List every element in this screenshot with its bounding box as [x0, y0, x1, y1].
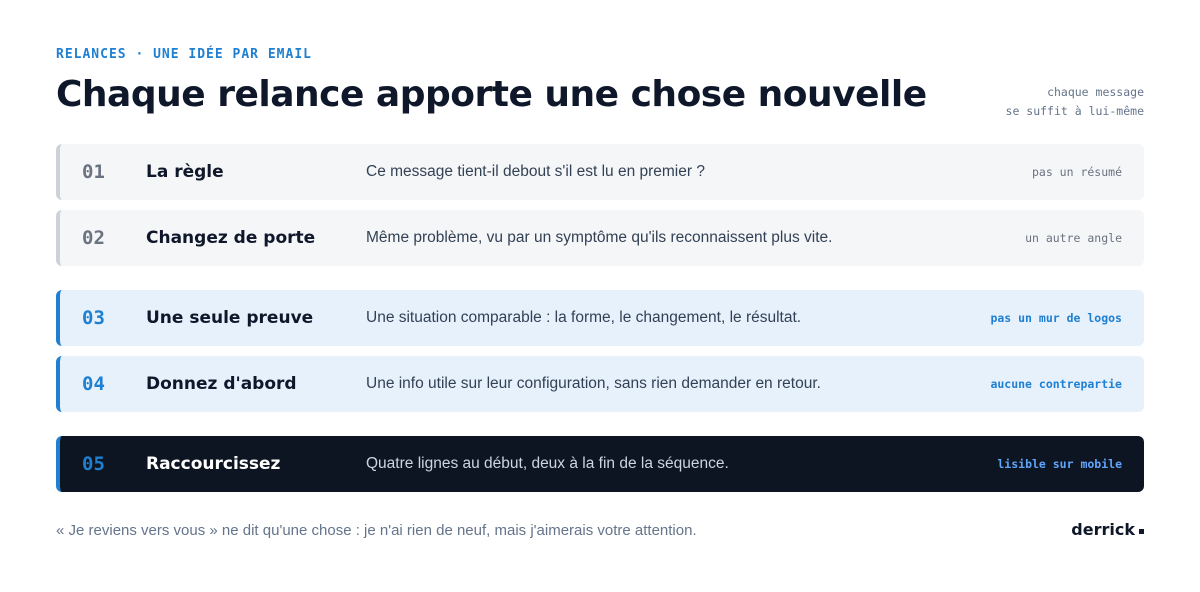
rule-row-3: [56, 290, 1144, 346]
row-number: 04: [82, 373, 105, 395]
rule-row-1: [56, 144, 1144, 200]
row-number: 02: [82, 227, 105, 249]
footer-quote: « Je reviens vers vous » ne dit qu'une chose : je n'ai rien de neuf, mais j'aimerais votre attention.: [56, 522, 697, 539]
row-title: Une seule preuve: [146, 308, 314, 328]
page-title: Chaque relance apporte une chose nouvelle: [56, 74, 927, 115]
rule-row-2: [56, 210, 1144, 266]
row-tag: pas un mur de logos: [990, 311, 1122, 325]
row-title: La règle: [146, 162, 224, 182]
row-description: Une situation comparable : la forme, le changement, le résultat.: [366, 309, 802, 326]
row-tag: lisible sur mobile: [997, 457, 1122, 471]
row-tag: pas un résumé: [1031, 165, 1122, 179]
row-number: 01: [82, 161, 105, 183]
brand-name: derrick: [1071, 520, 1135, 539]
row-number: 03: [82, 307, 105, 329]
brand-logo: [1071, 520, 1144, 539]
row-description: Quatre lignes au début, deux à la fin de la séquence.: [366, 455, 729, 472]
row-tag: aucune contrepartie: [990, 377, 1122, 391]
side-note: [1006, 83, 1144, 121]
brand-square-icon: [1139, 529, 1144, 534]
row-title: Raccourcissez: [146, 454, 281, 474]
row-description: Une info utile sur leur configuration, sans rien demander en retour.: [366, 375, 821, 392]
side-note-line-1: chaque message: [1047, 85, 1144, 99]
rule-row-4: [56, 356, 1144, 412]
eyebrow-label: RELANCES · UNE IDÉE PAR EMAIL: [56, 47, 312, 62]
row-number: 05: [82, 453, 105, 475]
rule-row-5: [56, 436, 1144, 492]
row-title: Donnez d'abord: [146, 374, 297, 394]
row-title: Changez de porte: [146, 228, 316, 248]
row-description: Ce message tient-il debout s'il est lu en premier ?: [366, 163, 705, 180]
row-tag: un autre angle: [1025, 231, 1122, 245]
side-note-line-2: se suffit à lui-même: [1005, 104, 1144, 118]
row-description: Même problème, vu par un symptôme qu'ils reconnaissent plus vite.: [366, 229, 833, 246]
